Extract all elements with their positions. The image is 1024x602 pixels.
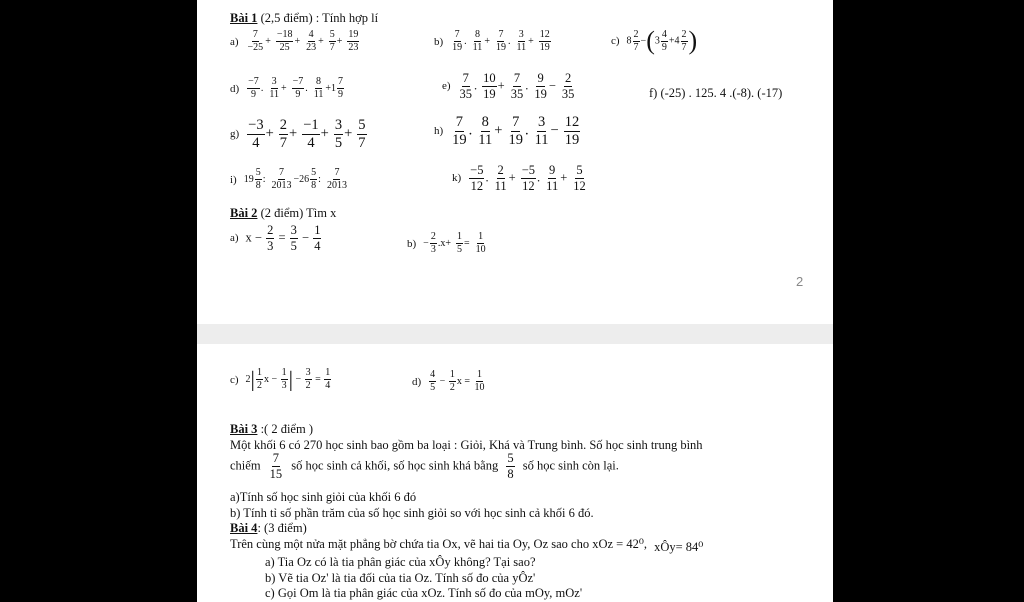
bai4-question-b: b) Vẽ tia Oz' là tia đối của tia Oz. Tính số đo của yÔz' [265,571,536,585]
fraction: $\frac{-3}{4}$ [248,117,264,151]
fraction: $\frac{10}{19}$ [483,71,496,101]
expr-label: c) [611,35,620,47]
bai4-title: Bài 4 [230,521,258,535]
expr-label: a) [230,35,239,48]
fraction: $\frac{3}{5}$ [290,223,297,253]
fraction: $\frac{8}{11}$ [478,114,493,148]
bai4-heading [230,521,307,536]
fraction: $\frac{5}{7}$ [358,117,366,151]
fraction: $\frac{5}{8}$ [311,167,317,191]
fraction: $\frac{5}{12}$ [573,163,586,193]
expr-label: b) [434,35,444,48]
fraction: $\frac{2}{7}$ [633,28,639,53]
fraction: $\frac{-1}{4}$ [303,117,319,151]
bai3-points: :( 2 điểm ) [260,422,313,436]
bai3-question-a: a)Tính số học sinh giỏi của khối 6 đó [230,490,417,504]
bai2-expr-d: d) $\frac{4}{5}$ − $\frac{1}{2}$ x = $\frac{1}{10}$ [412,369,485,393]
fraction: $\frac{2}{3}$ [267,223,274,253]
bai2-points: (2 điểm) Tìm x [260,206,337,220]
fraction: $\frac{7}{19}$ [452,29,463,53]
bai2-expr-a: a) x − $\frac{2}{3}$ = $\frac{3}{5}$ − $\frac{1}{4}$ [230,223,321,253]
bai3-heading [230,422,313,437]
expr-label: i) [230,173,237,186]
fraction: $\frac{1}{3}$ [281,367,287,391]
bai3-title: Bài 3 [230,422,258,436]
fraction: $\frac{7}{19}$ [452,114,467,148]
fraction: $\frac{2}{7}$ [279,117,288,151]
expr-c: c) 8 $\frac{2}{7}$ −(3 $\frac{4}{9}$ +4 $\frac{2}{7}$ ) [611,26,698,55]
fraction: $\frac{12}{19}$ [564,114,580,148]
expr-label: h) [434,125,444,137]
fraction: $\frac{4}{23}$ [306,29,317,53]
bai3-line1: Một khối 6 có 270 học sinh bao gồm ba loại : Giỏi, Khá và Trung bình. Số học sinh trung bình [230,438,703,452]
fraction: $\frac{5}{8}$ [507,451,514,481]
fraction: $\frac{7}{35}$ [459,71,473,101]
fraction: $\frac{-7}{9}$ [292,76,304,100]
bai2-expr-b: b) − $\frac{2}{3}$ .x+ $\frac{1}{5}$ = $\frac{1}{10}$ [407,231,486,255]
fraction: $\frac{1}{4}$ [325,367,331,391]
expr-d: d) $\frac{-7}{9}$ . $\frac{3}{11}$ + $\frac{-7}{9}$ . $\frac{8}{11}$ +1 $\frac{7}{9}$ [230,76,344,100]
expr-label: d) [230,82,240,95]
fraction: $\frac{2}{3}$ [430,231,436,255]
fraction: $\frac{7}{9}$ [338,76,344,100]
fraction: $\frac{8}{11}$ [313,76,324,100]
fraction: $\frac{1}{4}$ [314,223,321,253]
fraction: $\frac{1}{10}$ [475,231,486,255]
bai1-title: Bài 1 [230,11,258,25]
fraction: $\frac{4}{9}$ [661,28,667,53]
page-1 [197,0,833,324]
fraction: $\frac{7}{2013}$ [326,167,347,191]
fraction: $\frac{-5}{12}$ [521,163,536,193]
fraction: $\frac{7}{19}$ [495,29,506,53]
fraction: $\frac{1}{2}$ [449,369,455,393]
fraction: $\frac{-7}{9}$ [248,76,259,100]
expr-label: e) [442,80,451,92]
expr-label: c) [230,373,239,386]
bai4-line1: Trên cùng một nửa mặt phẳng bờ chứa tia Ox, vẽ hai tia Oy, Oz sao cho xOz = 42⁰, xÔy= 84⁰ [230,537,704,554]
fraction: $\frac{9}{19}$ [534,71,547,101]
fraction: $\frac{8}{11}$ [472,29,483,53]
expr-f: f) (-25) . 125. 4 .(-8). (-17) [649,86,783,100]
fraction: $\frac{7}{2013}$ [271,167,292,191]
fraction: $\frac{-5}{12}$ [470,163,484,193]
bai1-points: (2,5 điểm) : Tính hợp lí [260,11,379,25]
page-2 [197,344,833,602]
fraction: $\frac{5}{7}$ [329,29,335,53]
fraction: $\frac{-18}{25}$ [276,29,293,53]
bai2-expr-c: c) 2| $\frac{1}{2}$ x − $\frac{1}{3}$ | − $\frac{3}{2}$ = $\frac{1}{4}$ [230,366,331,392]
bai4-points: : (3 điểm) [257,521,307,535]
expr-h: h) $\frac{7}{19}$ . $\frac{8}{11}$ + $\frac{7}{19}$ . $\frac{3}{11}$ − $\frac{12}{19}$ [434,114,580,148]
bai3-line2: chiếm $\frac{7}{15}$ số học sinh cả khối, số học sinh khá bằng $\frac{5}{8}$ số học sinh còn lại. [230,451,619,481]
fraction: $\frac{3}{11}$ [534,114,549,148]
expr-label: d) [412,375,422,388]
fraction: $\frac{4}{5}$ [430,369,436,393]
fraction: $\frac{3}{11}$ [269,76,279,100]
bai4-question-c: c) Gọi Om là tia phân giác của xOz. Tính số đo của mOy, mOz' [265,586,583,600]
bai4-question-a: a) Tia Oz có là tia phân giác của xÔy không? Tại sao? [265,555,536,569]
fraction: $\frac{1}{5}$ [456,231,462,255]
fraction: $\frac{2}{35}$ [561,71,575,101]
bai3-question-b: b) Tính tỉ số phần trăm của số học sinh giỏi so với học sinh cả khối 6 đó. [230,506,594,520]
expr-label: a) [230,232,239,244]
fraction: $\frac{12}{19}$ [539,29,550,53]
fraction: $\frac{7}{15}$ [269,451,283,481]
expr-b: b) $\frac{7}{19}$ . $\frac{8}{11}$ + $\frac{7}{19}$ . $\frac{3}{11}$ + $\frac{12}{19}$ [434,29,550,53]
expr-a: a) $\frac{7}{-25}$ + $\frac{-18}{25}$ + $\frac{4}{23}$ + $\frac{5}{7}$ + $\frac{19}{23}$ [230,29,359,53]
page-separator [197,324,833,344]
expr-label: k) [452,172,462,184]
fraction: $\frac{3}{2}$ [305,367,311,391]
fraction: $\frac{7}{-25}$ [247,29,264,53]
fraction: $\frac{19}{23}$ [348,29,359,53]
expr-label: b) [407,237,417,250]
fraction: $\frac{9}{11}$ [546,163,559,193]
expr-label: g) [230,128,240,140]
fraction: $\frac{2}{7}$ [681,28,687,53]
fraction: $\frac{1}{10}$ [474,369,485,393]
bai2-title: Bài 2 [230,206,258,220]
expr-e: e) $\frac{7}{35}$ . $\frac{10}{19}$ + $\frac{7}{35}$ . $\frac{9}{19}$ − $\frac{2}{35}$ [442,71,575,101]
fraction: $\frac{5}{8}$ [255,167,261,191]
fraction: $\frac{3}{11}$ [516,29,527,53]
fraction: $\frac{3}{5}$ [334,117,343,151]
bai1-heading [230,11,378,26]
expr-g: g) $\frac{-3}{4}$ + $\frac{2}{7}$ + $\frac{-1}{4}$ + $\frac{3}{5}$ + $\frac{5}{7}$ [230,117,366,151]
fraction: $\frac{1}{2}$ [256,367,262,391]
expr-i: i) 19 $\frac{5}{8}$ : $\frac{7}{2013}$ −26 $\frac{5}{8}$ : $\frac{7}{2013}$ [230,167,347,191]
page-number: 2 [796,274,804,289]
fraction: $\frac{7}{19}$ [508,114,523,148]
bai2-heading [230,206,336,221]
fraction: $\frac{7}{35}$ [510,71,524,101]
expr-k: k) $\frac{-5}{12}$ . $\frac{2}{11}$ + $\frac{-5}{12}$ . $\frac{9}{11}$ + $\frac{5}{12}$ [452,163,586,193]
fraction: $\frac{2}{11}$ [494,163,507,193]
